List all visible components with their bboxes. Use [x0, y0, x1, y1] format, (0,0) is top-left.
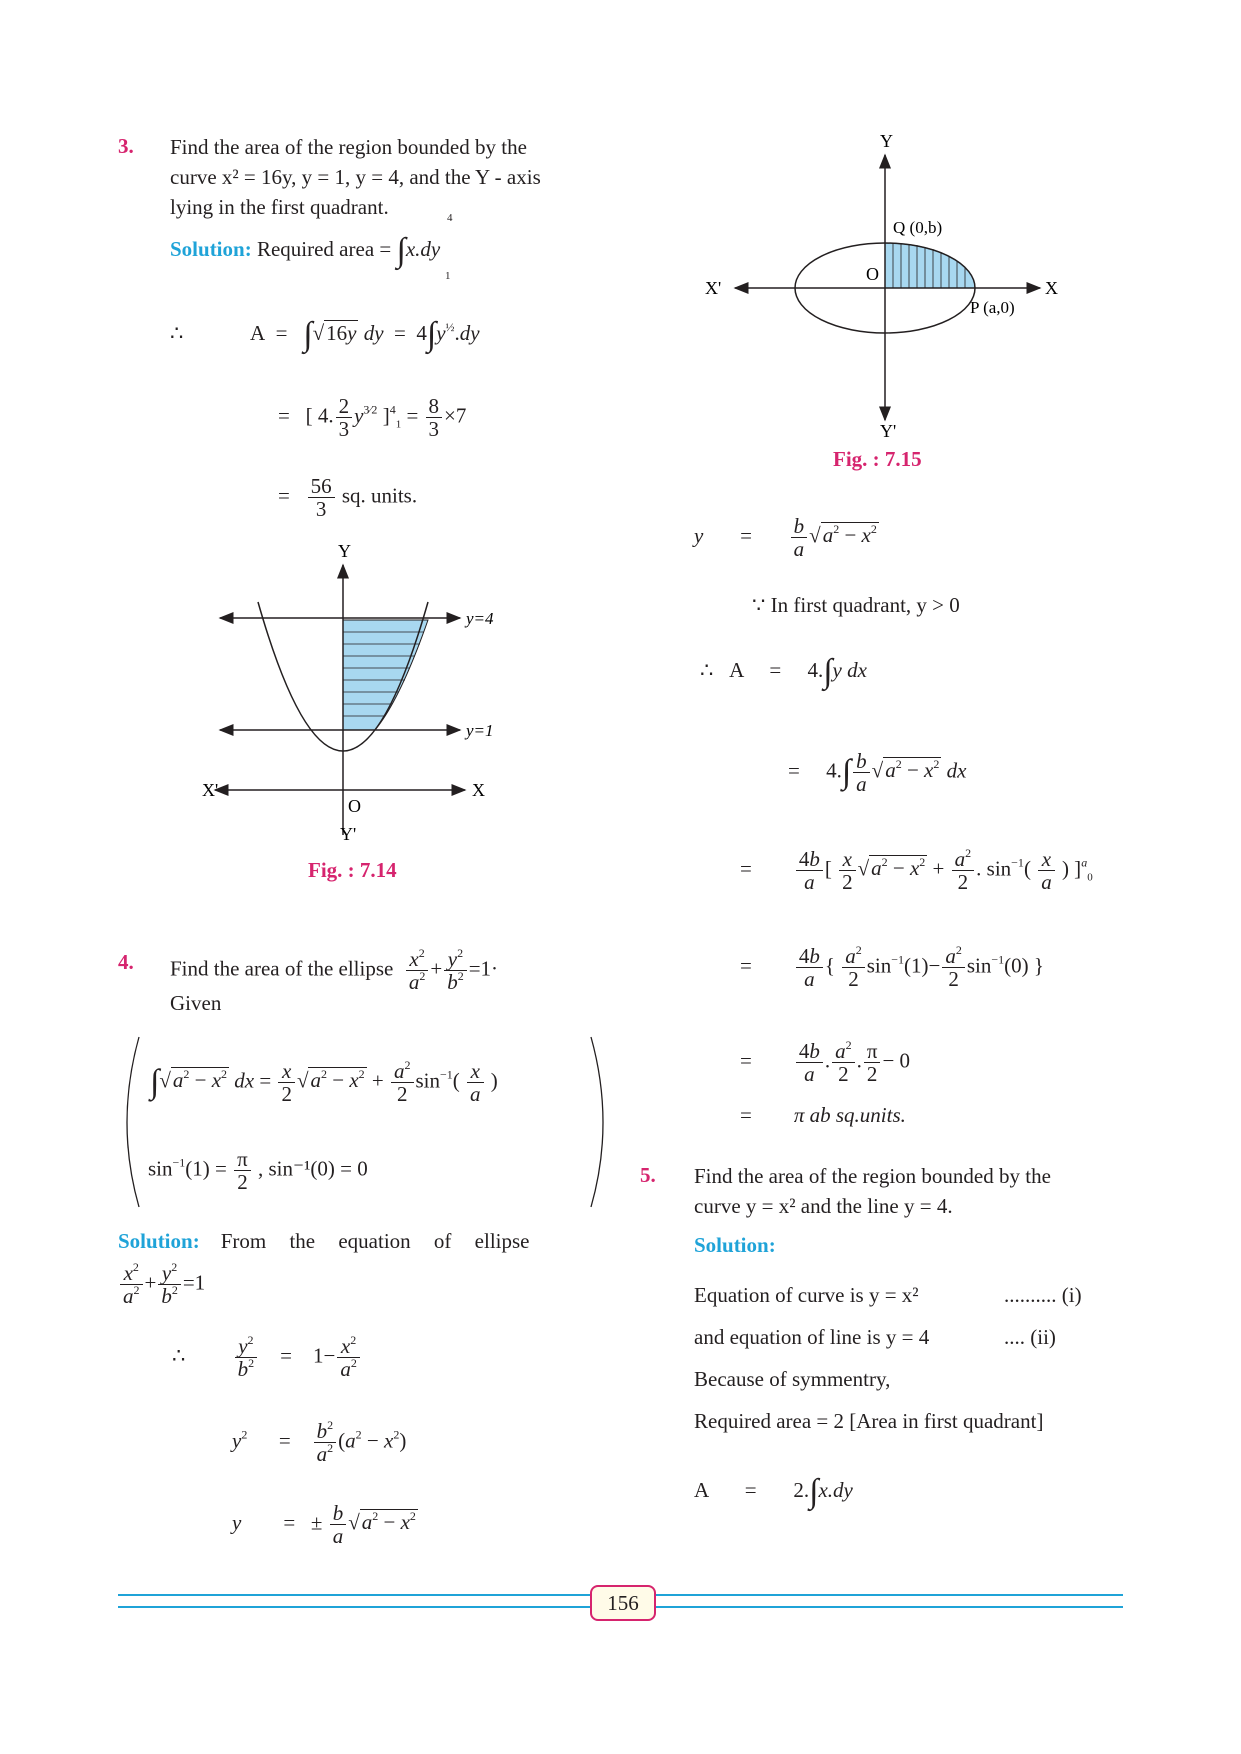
r-eq-y: y = $\frac{b}{a}$ $√a^2 - x^2$	[694, 514, 877, 561]
q4-given: Given	[170, 991, 222, 1015]
fig715-xneg-label: X'	[705, 278, 722, 298]
q4-step-2: $y^2$ = $\frac{b^2}{a^2}$ $(a^2 - x^2)$	[232, 1418, 407, 1466]
fig714-line-bottom: y=1	[466, 721, 494, 740]
figure-7-15	[700, 131, 1080, 445]
question-3-line-2: curve x² = 16y, y = 1, y = 4, and the Y - axis	[170, 165, 541, 189]
q5-symmetry: Because of symmentry,	[694, 1367, 891, 1391]
r-eq-a3: = $\frac{4b}{a}$ [ $\frac{x}{2}$ $√a^2 - x^2$ + $\frac{a^2}{2}$ . $\sin^{-1}$( $\frac{x}{a}$ ) ]$^a_0$	[740, 846, 1093, 894]
fig715-y-label: Y	[880, 131, 893, 151]
question-5-line-2: curve y = x² and the line y = 4.	[694, 1194, 953, 1218]
fig714-line-top: y=4	[466, 609, 494, 628]
question-5-number: 5.	[640, 1163, 656, 1187]
given-sin-values: $\sin^{-1}(1)$ = $\frac{\pi}{2}$ , sin⁻¹(0) = 0	[148, 1147, 368, 1194]
fig-7-14-caption: Fig. : 7.14	[308, 858, 397, 882]
fig715-x-label: X	[1045, 278, 1058, 298]
q4-solution-label: Solution:	[118, 1229, 200, 1253]
question-3-line-3: lying in the first quadrant.	[170, 195, 389, 219]
fig714-yneg-label: Y'	[340, 824, 357, 844]
r-since-text: In first quadrant, y > 0	[770, 593, 960, 617]
page-number: 156	[590, 1585, 656, 1621]
q3-solution-line: Solution: Required area = ∫x.dy	[170, 232, 441, 270]
q5-eq-a: A = 2.∫x.dy	[694, 1473, 853, 1511]
r-since-line: ∵ In first quadrant, y > 0	[752, 593, 960, 617]
fig-7-15-caption: Fig. : 7.15	[833, 447, 922, 471]
q4-step-3: y = ± $\frac{b}{a}$ $√a^2 - x^2$	[232, 1501, 416, 1548]
q4-solution-line	[118, 1226, 530, 1256]
q3-eq-1-body: A = ∫√16y dy = $4\int y^{\frac{1}{2}}.dy$	[250, 316, 480, 354]
fig715-origin-label: O	[866, 264, 879, 284]
q3-solution-text: Required area =	[256, 237, 392, 261]
figure-7-14	[202, 540, 510, 844]
question-4-text: Find the area of the ellipse $\frac{x^2}{a^2}$ + $\frac{y^2}{b^2}$ =1·	[170, 946, 499, 994]
question-3-number: 3.	[118, 134, 134, 158]
q5-eq-curve: Equation of curve is y = x²	[694, 1283, 919, 1307]
question-3-line-1: Find the area of the region bounded by the	[170, 135, 527, 159]
q5-eq-curve-tag: .......... (i)	[1004, 1283, 1082, 1307]
q3-solution-label: Solution:	[170, 237, 252, 261]
q5-solution-label: Solution:	[694, 1233, 776, 1257]
q3-eq-2: = [ 4. $\frac{2}{3}$ $y^{3⁄2}$ ]$^4_1$ = $\frac{8}{3}$ ×7	[278, 394, 467, 441]
r-eq-a2: = 4.∫ $\frac{b}{a}$ $√a^2 - x^2$ dx	[788, 749, 967, 796]
fig714-xneg-label: X'	[202, 780, 219, 800]
q5-required: Required area = 2 [Area in first quadrant]	[694, 1409, 1044, 1433]
fig715-p-point: P (a,0)	[970, 298, 1015, 317]
q4-text: Find the area of the ellipse	[170, 956, 394, 981]
given-integral-formula: $\int√a^2 - x^2$ dx = $\frac{x}{2}$ $√a^2 - x^2$ + $\frac{a^2}{2}$ $\sin^{-1}$( $\frac{x}{a}$ )	[150, 1058, 498, 1106]
q3-eq-1: ∴	[170, 321, 184, 345]
q4-step-1: ∴ $\frac{y^2}{b^2}$ = 1− $\frac{x^2}{a^2}$	[172, 1335, 362, 1380]
question-5-line-1: Find the area of the region bounded by the	[694, 1164, 1051, 1188]
q4-solution-text: From the equation of ellipse	[220, 1229, 530, 1253]
q3-eq-3: = $\frac{56}{3}$ sq. units.	[278, 474, 418, 521]
r-final: π ab sq.units.	[793, 1103, 906, 1127]
r-eq-a4: = $\frac{4b}{a}$ { $\frac{a^2}{2}$ $\sin^{-1}(1)-$ $\frac{a^2}{2}$ $\sin^{-1}(0)$ }	[740, 943, 1044, 991]
fig714-y-label: Y	[338, 541, 351, 561]
r-eq-a1: ∴ A = 4.∫y dx	[700, 653, 867, 691]
q3-result-units: sq. units.	[341, 483, 418, 508]
r-eq-a5: = $\frac{4b}{a}$ . $\frac{a^2}{2}$ . $\frac{\pi}{2}$ − 0	[740, 1038, 911, 1086]
fig715-q-point: Q (0,b)	[893, 218, 943, 237]
q5-eq-line: and equation of line is y = 4	[694, 1325, 930, 1349]
q4-ellipse-eq: $\frac{x^2}{a^2}$ + $\frac{y^2}{b^2}$ =1	[118, 1262, 205, 1307]
fig714-origin-label: O	[348, 796, 361, 816]
fig714-x-label: X	[472, 780, 485, 800]
fig715-shaded-quadrant	[885, 243, 975, 288]
q5-eq-line-tag: .... (ii)	[1004, 1325, 1056, 1349]
question-4-number: 4.	[118, 950, 134, 974]
given-sin-zero: , sin⁻¹(0) = 0	[258, 1156, 368, 1181]
r-eq-a6: = π ab sq.units.	[740, 1103, 906, 1127]
fig715-yneg-label: Y'	[880, 421, 897, 441]
